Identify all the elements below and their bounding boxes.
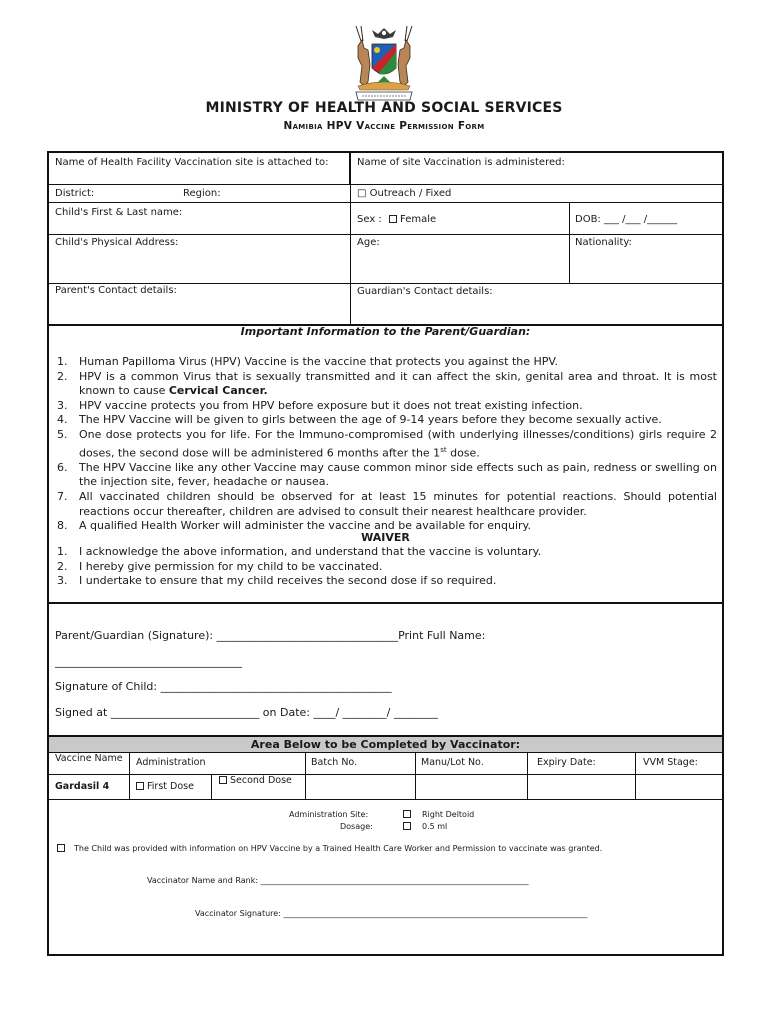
vaccinator-heading: Area Below to be Completed by Vaccinator:	[49, 737, 722, 752]
age-field[interactable]: Age:	[357, 237, 380, 248]
checkbox-icon	[403, 822, 411, 830]
nationality-field[interactable]: Nationality:	[575, 237, 632, 248]
district-field[interactable]: District:	[55, 188, 95, 199]
signed-at-date-field[interactable]: Signed at ___________________________ on Date: ____/ ________/ ________	[55, 706, 438, 719]
print-full-name-line[interactable]: __________________________________	[55, 655, 242, 668]
sex-field[interactable]	[357, 214, 436, 226]
vaccine-name-header: Vaccine Name	[55, 753, 123, 764]
child-signature-field[interactable]: Signature of Child: __________________________________________	[55, 680, 392, 693]
list-item: 2. HPV is a common Virus that is sexually transmitted and it can affect the skin, genital area and throat. It is most known to cause Cervical Cancer.	[57, 369, 717, 398]
lot-no-header: Manu/Lot No.	[421, 757, 484, 768]
vvm-stage-header: VVM Stage:	[643, 757, 698, 768]
first-dose-checkbox[interactable]: First Dose	[136, 781, 194, 792]
info-list	[55, 355, 717, 534]
batch-no-input[interactable]	[307, 775, 413, 798]
list-item: 3. HPV vaccine protects you from HPV before exposure but it does not treat existing infection.	[57, 398, 583, 412]
vaccinator-signature-field[interactable]: Vaccinator Signature: ____________________________________________________________________________	[195, 909, 588, 918]
list-item: 1. I acknowledge the above information, and understand that the vaccine is voluntary.	[57, 545, 542, 558]
form-title: Namibia HPV Vaccine Permission Form	[283, 120, 485, 132]
address-field[interactable]: Child's Physical Address:	[55, 237, 179, 248]
female-checkbox[interactable]: Female	[389, 214, 436, 225]
checkbox-icon	[57, 844, 65, 852]
admin-site-label: Administration Site:	[289, 810, 369, 819]
administration-header: Administration	[136, 757, 206, 768]
dosage-checkbox[interactable]: 0.5 ml	[403, 822, 447, 831]
expiry-date-input[interactable]	[529, 775, 633, 798]
sex-label: Sex :	[357, 214, 382, 225]
expiry-date-header: Expiry Date:	[537, 757, 596, 768]
site-name-field[interactable]: Name of site Vaccination is administered:	[357, 157, 565, 168]
consent-checkbox[interactable]: The Child was provided with information on HPV Vaccine by a Trained Health Care Worker and Permission to vaccinate was granted.	[57, 844, 602, 853]
guardian-contact-field[interactable]: Guardian's Contact details:	[357, 286, 493, 297]
waiver-list	[55, 545, 717, 589]
list-item: 5. One dose protects you for life. For the Immuno-compromised (with underlying illnesses/conditions) girls require 2 doses, the second dose will be administered 6 months after the 1st dose.	[57, 427, 717, 460]
vaccinator-name-rank-field[interactable]: Vaccinator Name and Rank: ___________________________________________________________________	[147, 876, 529, 885]
outreach-fixed-checkbox[interactable]: □ Outreach / Fixed	[357, 188, 452, 199]
dob-field[interactable]: DOB: ___ /___ /______	[575, 214, 678, 225]
lot-no-input[interactable]	[417, 775, 525, 798]
list-item: 1. Human Papilloma Virus (HPV) Vaccine is the vaccine that protects you against the HPV.	[57, 355, 559, 368]
list-item: 6. The HPV Vaccine like any other Vaccine may cause common minor side effects such as pain, redness or swelling on the injection site, fever, headache or nausea.	[57, 460, 717, 489]
permission-form	[47, 151, 724, 956]
checkbox-icon	[389, 215, 397, 223]
vaccine-name-value: Gardasil 4	[55, 781, 110, 792]
checkbox-icon	[219, 776, 227, 784]
checkbox-icon	[136, 782, 144, 790]
list-item: 4. The HPV Vaccine will be given to girls between the age of 9-14 years before they become sexually active.	[57, 413, 662, 427]
ministry-title: MINISTRY OF HEALTH AND SOCIAL SERVICES	[205, 100, 563, 116]
list-item: 8. A qualified Health Worker will administer the vaccine and be available for enquiry.	[57, 519, 531, 533]
child-name-field[interactable]: Child's First & Last name:	[55, 207, 183, 218]
vvm-stage-input[interactable]	[637, 775, 723, 798]
list-item: 3. I undertake to ensure that my child receives the second dose if so required.	[57, 574, 497, 588]
dosage-label: Dosage:	[340, 822, 373, 831]
info-heading: Important Information to the Parent/Guardian:	[240, 325, 531, 338]
waiver-heading: WAIVER	[361, 531, 410, 544]
region-field[interactable]: Region:	[183, 188, 221, 199]
parent-signature-field[interactable]: Parent/Guardian (Signature): _________________________________Print Full Name:	[55, 629, 486, 642]
second-dose-checkbox[interactable]: Second Dose	[219, 775, 305, 786]
facility-name-field[interactable]: Name of Health Facility Vaccination site is attached to:	[55, 157, 329, 168]
list-item: 7. All vaccinated children should be observed for at least 15 minutes for potential reactions. Should potential reactions occur thereafter, children are advised to consult their nearest healthcare provider.	[57, 490, 717, 518]
checkbox-icon	[403, 810, 411, 818]
namibia-coat-of-arms-icon	[348, 24, 420, 102]
list-item: 2. I hereby give permission for my child to be vaccinated.	[57, 559, 383, 573]
parent-contact-field[interactable]: Parent's Contact details:	[55, 285, 177, 296]
right-deltoid-checkbox[interactable]: Right Deltoid	[403, 810, 474, 819]
batch-no-header: Batch No.	[311, 757, 358, 768]
